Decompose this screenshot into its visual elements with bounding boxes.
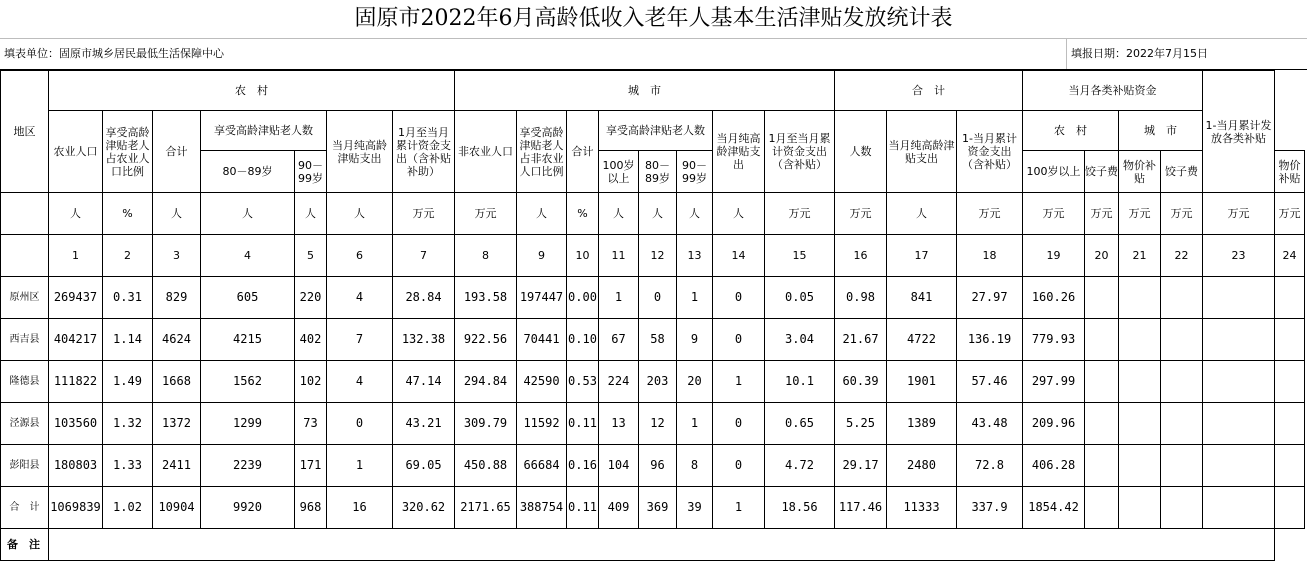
colnum-col-17: 17 [887,235,957,277]
row-6-col-4: 9920 [201,487,295,529]
header-sub-rural: 农 村 [1023,111,1119,151]
row-4-col-9: 11592 [517,403,567,445]
row-5-col-13: 8 [677,445,713,487]
row-2-col-17: 4722 [887,319,957,361]
row-6-col-23 [1203,487,1275,529]
row-5-col-4: 2239 [201,445,295,487]
row-2-col-22 [1161,319,1203,361]
unit-col-11: 人 [599,193,639,235]
row-6-col-3: 10904 [153,487,201,529]
row-3-col-16: 60.39 [835,361,887,403]
row-1-col-12: 0 [639,277,677,319]
row-region-label: 隆德县 [1,361,49,403]
row-3-col-23 [1203,361,1275,403]
row-4-col-6: 0 [327,403,393,445]
row-5-col-18: 72.8 [957,445,1023,487]
row-4-col-12: 12 [639,403,677,445]
colnum-col-16: 16 [835,235,887,277]
row-5-col-10: 0.16 [567,445,599,487]
header-rural-cum-pay: 1月至当月累计资金支出（含补贴补助） [393,111,455,193]
header-rural-price-subsidy: 物价补贴 [1119,151,1161,193]
row-2-col-2: 1.14 [103,319,153,361]
row-2-col-1: 404217 [49,319,103,361]
row-3-col-13: 20 [677,361,713,403]
row-3-col-8: 294.84 [455,361,517,403]
header-cumulative-all: 1-当月累计发放各类补贴 [1203,71,1275,193]
unit-col-4: 人 [201,193,295,235]
row-2-col-4: 4215 [201,319,295,361]
row-3-col-10: 0.53 [567,361,599,403]
row-4-col-24 [1275,403,1305,445]
row-5-col-20 [1085,445,1119,487]
row-1-col-16: 0.98 [835,277,887,319]
row-3-col-4: 1562 [201,361,295,403]
colnum-col-21: 21 [1119,235,1161,277]
units-region-blank [1,193,49,235]
colnum-col-9: 9 [517,235,567,277]
row-4-col-22 [1161,403,1203,445]
header-rural-age-80-89: 80－89岁 [201,151,295,193]
row-1-col-8: 193.58 [455,277,517,319]
header-urban: 城 市 [455,71,835,111]
row-6-col-5: 968 [295,487,327,529]
row-3-col-12: 203 [639,361,677,403]
header-total-count: 人数 [835,111,887,193]
unit-col-21: 万元 [1119,193,1161,235]
row-5-col-17: 2480 [887,445,957,487]
row-4-col-17: 1389 [887,403,957,445]
row-5-col-14: 0 [713,445,765,487]
row-region-label: 彭阳县 [1,445,49,487]
unit-col-17: 人 [887,193,957,235]
header-urban-elders: 享受高龄津贴老人数 [599,111,713,151]
row-2-col-14: 0 [713,319,765,361]
row-4-col-2: 1.32 [103,403,153,445]
row-3-col-22 [1161,361,1203,403]
unit-col-20: 万元 [1085,193,1119,235]
row-4-col-16: 5.25 [835,403,887,445]
colnum-col-11: 11 [599,235,639,277]
row-1-col-11: 1 [599,277,639,319]
row-6-col-10: 0.11 [567,487,599,529]
row-1-col-7: 28.84 [393,277,455,319]
colnum-col-14: 14 [713,235,765,277]
colnum-col-2: 2 [103,235,153,277]
row-4-col-4: 1299 [201,403,295,445]
table-row [1,445,1305,487]
row-4-col-5: 73 [295,403,327,445]
unit-col-6: 人 [327,193,393,235]
row-1-col-3: 829 [153,277,201,319]
colnum-col-1: 1 [49,235,103,277]
unit-col-18: 万元 [957,193,1023,235]
table-row [1,277,1305,319]
row-1-col-18: 27.97 [957,277,1023,319]
row-5-col-22 [1161,445,1203,487]
row-2-col-19: 779.93 [1023,319,1085,361]
row-6-col-11: 409 [599,487,639,529]
row-4-col-14: 0 [713,403,765,445]
colnum-col-20: 20 [1085,235,1119,277]
row-1-col-2: 0.31 [103,277,153,319]
unit-col-2: % [103,193,153,235]
row-1-col-17: 841 [887,277,957,319]
unit-col-9: 人 [517,193,567,235]
colnum-col-5: 5 [295,235,327,277]
row-2-col-16: 21.67 [835,319,887,361]
filing-date-label: 填报日期： [1071,47,1126,60]
row-4-col-15: 0.65 [765,403,835,445]
row-region-label: 合 计 [1,487,49,529]
row-4-col-18: 43.48 [957,403,1023,445]
colnum-region-blank [1,235,49,277]
colnum-col-8: 8 [455,235,517,277]
row-2-col-6: 7 [327,319,393,361]
statistics-table [0,70,1305,561]
row-5-col-19: 406.28 [1023,445,1085,487]
row-6-col-22 [1161,487,1203,529]
row-4-col-20 [1085,403,1119,445]
data-body [1,277,1305,529]
filing-date [1066,39,1208,69]
row-6-col-9: 388754 [517,487,567,529]
unit-col-5: 人 [295,193,327,235]
meta-bar [0,39,1307,70]
row-1-col-19: 160.26 [1023,277,1085,319]
unit-col-24: 万元 [1275,193,1305,235]
row-1-col-5: 220 [295,277,327,319]
row-4-col-10: 0.11 [567,403,599,445]
row-5-col-3: 2411 [153,445,201,487]
row-1-col-24 [1275,277,1305,319]
row-6-col-17: 11333 [887,487,957,529]
row-2-col-7: 132.38 [393,319,455,361]
row-3-col-24 [1275,361,1305,403]
unit-col-8: 万元 [455,193,517,235]
filing-unit [4,39,224,69]
header-urban-age-90-99: 90－99岁 [677,151,713,193]
unit-col-12: 人 [639,193,677,235]
header-rural-age-90-99: 90－99岁 [295,151,327,193]
row-6-col-16: 117.46 [835,487,887,529]
colnum-col-4: 4 [201,235,295,277]
row-5-col-12: 96 [639,445,677,487]
header-urban-age-80-89: 80－89岁 [639,151,677,193]
header-rural-elders: 享受高龄津贴老人数 [201,111,327,151]
row-3-col-14: 1 [713,361,765,403]
row-6-col-7: 320.62 [393,487,455,529]
row-3-col-18: 57.46 [957,361,1023,403]
unit-col-10: % [567,193,599,235]
unit-col-22: 万元 [1161,193,1203,235]
colnum-col-15: 15 [765,235,835,277]
row-2-col-13: 9 [677,319,713,361]
header-rural-sum: 合计 [153,111,201,193]
header-urban-age-100: 100岁以上 [1023,151,1085,193]
row-3-col-11: 224 [599,361,639,403]
row-5-col-24 [1275,445,1305,487]
row-6-col-21 [1119,487,1161,529]
header-total-month-pay: 当月纯高龄津贴支出 [887,111,957,193]
row-2-col-8: 922.56 [455,319,517,361]
row-3-col-17: 1901 [887,361,957,403]
row-2-col-10: 0.10 [567,319,599,361]
row-6-col-1: 1069839 [49,487,103,529]
row-region-label: 原州区 [1,277,49,319]
row-5-col-11: 104 [599,445,639,487]
unit-col-16: 万元 [835,193,887,235]
row-2-col-23 [1203,319,1275,361]
row-4-col-19: 209.96 [1023,403,1085,445]
filing-unit-value: 固原市城乡居民最低生活保障中心 [59,47,224,60]
header-urban-month-pay: 当月纯高龄津贴支出 [713,111,765,193]
colnum-col-6: 6 [327,235,393,277]
row-3-col-19: 297.99 [1023,361,1085,403]
row-5-col-23 [1203,445,1275,487]
colnum-col-10: 10 [567,235,599,277]
header-urban-dumpling: 饺子费 [1161,151,1203,193]
row-3-col-20 [1085,361,1119,403]
row-6-col-15: 18.56 [765,487,835,529]
row-6-col-12: 369 [639,487,677,529]
header-subsidy: 当月各类补贴资金 [1023,71,1203,111]
row-6-col-2: 1.02 [103,487,153,529]
row-3-col-2: 1.49 [103,361,153,403]
row-6-col-8: 2171.65 [455,487,517,529]
colnum-col-24: 24 [1275,235,1305,277]
row-1-col-15: 0.05 [765,277,835,319]
row-4-col-21 [1119,403,1161,445]
row-5-col-16: 29.17 [835,445,887,487]
row-5-col-8: 450.88 [455,445,517,487]
row-1-col-6: 4 [327,277,393,319]
filing-date-value: 2022年7月15日 [1126,47,1208,60]
unit-col-1: 人 [49,193,103,235]
table-row [1,487,1305,529]
row-region-label: 西吉县 [1,319,49,361]
unit-col-7: 万元 [393,193,455,235]
row-1-col-10: 0.00 [567,277,599,319]
row-1-col-9: 197447 [517,277,567,319]
row-3-col-7: 47.14 [393,361,455,403]
colnum-col-13: 13 [677,235,713,277]
header-rural-ratio: 享受高龄津贴老人占农业人口比例 [103,111,153,193]
row-region-label: 泾源县 [1,403,49,445]
unit-col-19: 万元 [1023,193,1085,235]
row-5-col-1: 180803 [49,445,103,487]
header-rural-month-pay: 当月纯高龄津贴支出 [327,111,393,193]
row-4-col-1: 103560 [49,403,103,445]
unit-col-14: 人 [713,193,765,235]
row-1-col-4: 605 [201,277,295,319]
colnum-col-22: 22 [1161,235,1203,277]
units-row [1,193,1305,235]
row-3-col-3: 1668 [153,361,201,403]
header-urban-price-subsidy: 物价补贴 [1275,151,1305,193]
row-3-col-1: 111822 [49,361,103,403]
header-urban-sum: 合计 [567,111,599,193]
row-2-col-24 [1275,319,1305,361]
row-6-col-13: 39 [677,487,713,529]
header-urban-pop: 非农业人口 [455,111,517,193]
column-number-row [1,235,1305,277]
row-5-col-15: 4.72 [765,445,835,487]
row-1-col-13: 1 [677,277,713,319]
row-6-col-6: 16 [327,487,393,529]
row-3-col-15: 10.1 [765,361,835,403]
row-5-col-2: 1.33 [103,445,153,487]
header-rural-age-100: 100岁以上 [599,151,639,193]
row-6-col-18: 337.9 [957,487,1023,529]
row-2-col-11: 67 [599,319,639,361]
row-2-col-15: 3.04 [765,319,835,361]
colnum-col-12: 12 [639,235,677,277]
row-2-col-9: 70441 [517,319,567,361]
note-value [49,529,1275,561]
row-1-col-23 [1203,277,1275,319]
row-6-col-14: 1 [713,487,765,529]
table-row [1,403,1305,445]
row-3-col-21 [1119,361,1161,403]
table-row [1,361,1305,403]
page-title: 固原市2022年6月高龄低收入老年人基本生活津贴发放统计表 [0,0,1307,39]
row-4-col-3: 1372 [153,403,201,445]
row-6-col-20 [1085,487,1119,529]
row-5-col-9: 66684 [517,445,567,487]
row-2-col-12: 58 [639,319,677,361]
row-5-col-6: 1 [327,445,393,487]
colnum-col-18: 18 [957,235,1023,277]
colnum-col-19: 19 [1023,235,1085,277]
header-rural-dumpling: 饺子费 [1085,151,1119,193]
unit-col-13: 人 [677,193,713,235]
row-1-col-20 [1085,277,1119,319]
note-label: 备 注 [1,529,49,561]
row-4-col-11: 13 [599,403,639,445]
header-urban-ratio: 享受高龄津贴老人占非农业人口比例 [517,111,567,193]
row-3-col-5: 102 [295,361,327,403]
row-2-col-18: 136.19 [957,319,1023,361]
row-1-col-1: 269437 [49,277,103,319]
header-rural-pop: 农业人口 [49,111,103,193]
row-2-col-21 [1119,319,1161,361]
row-5-col-7: 69.05 [393,445,455,487]
header-urban-cum-pay: 1月至当月累计资金支出（含补贴） [765,111,835,193]
header-region: 地区 [1,71,49,193]
row-2-col-5: 402 [295,319,327,361]
header-sub-urban: 城 市 [1119,111,1203,151]
header-rural: 农 村 [49,71,455,111]
row-1-col-21 [1119,277,1161,319]
colnum-col-7: 7 [393,235,455,277]
row-4-col-23 [1203,403,1275,445]
header-total-cum-pay: 1-当月累计资金支出（含补贴） [957,111,1023,193]
unit-col-3: 人 [153,193,201,235]
colnum-col-3: 3 [153,235,201,277]
unit-col-15: 万元 [765,193,835,235]
row-1-col-14: 0 [713,277,765,319]
row-4-col-13: 1 [677,403,713,445]
row-6-col-19: 1854.42 [1023,487,1085,529]
row-5-col-21 [1119,445,1161,487]
unit-col-23: 万元 [1203,193,1275,235]
row-6-col-24 [1275,487,1305,529]
table-row [1,319,1305,361]
row-2-col-20 [1085,319,1119,361]
row-5-col-5: 171 [295,445,327,487]
row-3-col-6: 4 [327,361,393,403]
filing-unit-label: 填表单位： [4,47,59,60]
header-total: 合 计 [835,71,1023,111]
row-3-col-9: 42590 [517,361,567,403]
row-4-col-7: 43.21 [393,403,455,445]
row-1-col-22 [1161,277,1203,319]
row-2-col-3: 4624 [153,319,201,361]
colnum-col-23: 23 [1203,235,1275,277]
row-4-col-8: 309.79 [455,403,517,445]
